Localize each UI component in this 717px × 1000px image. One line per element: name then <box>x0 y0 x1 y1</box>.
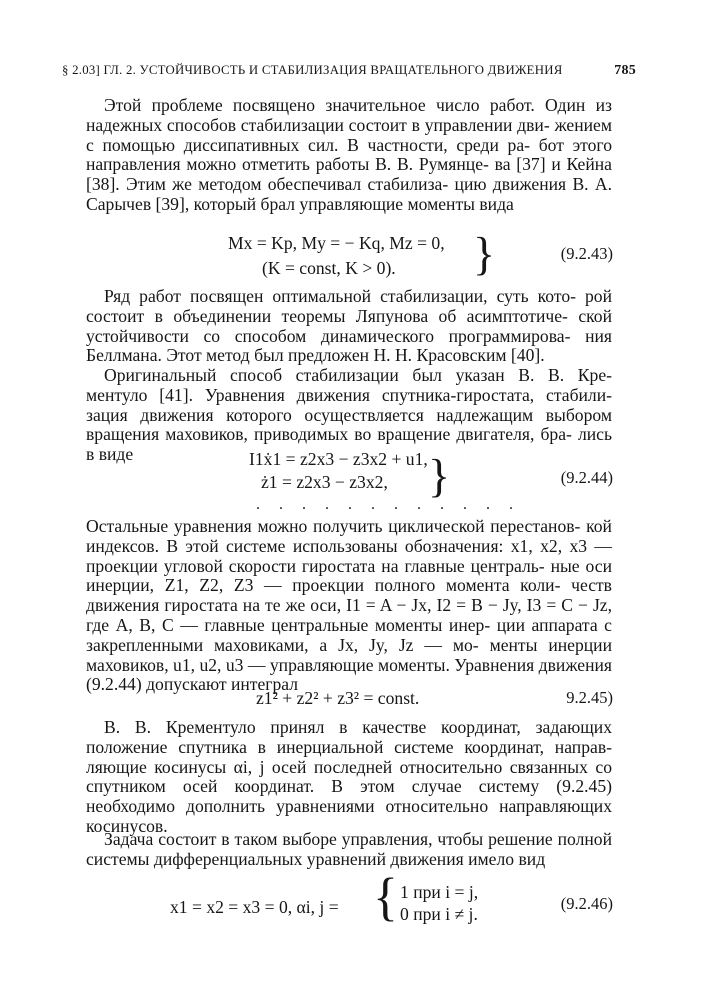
equation-9-2-45-number: 9.2.45) <box>566 688 613 707</box>
equation-9-2-43-number: (9.2.43) <box>560 244 613 263</box>
page-number: 785 <box>614 63 636 78</box>
equation-9-2-46-case-2: 0 при i ≠ j. <box>400 904 478 924</box>
paragraph-3: Оригинальный способ стабилизации был указан В. В. Кре- ментуло [41]. Уравнения движения спутника-гиростата, стабили- зация движения которого осуществляется надлежащим выбором вращения маховиков, приводимых во вращение двигателя, бра- лись в виде <box>86 365 612 465</box>
equation-9-2-43-line-1: Mx = Kp, My = − Kq, Mz = 0, <box>228 233 445 253</box>
equation-9-2-46-brace: { <box>373 868 398 927</box>
equation-9-2-45: z1² + z2² + z3² = const. <box>256 688 420 708</box>
paragraph-6: Задача состоит в таком выборе управления, чтобы решение полной системы дифференциальных уравнений движения имело вид <box>86 829 612 869</box>
equation-9-2-44-ellipsis: . . . . . . . . . . . . <box>256 496 521 513</box>
equation-9-2-46-case-1: 1 при i = j, <box>400 882 479 902</box>
paragraph-4: Остальные уравнения можно получить циклической перестанов- кой индексов. В этой системе использованы обозначения: x1, x2, x3 — проекции угловой скорости гиростата на главные централь- ные оси инерции, Z1, Z2, Z3 — проекции полного момента коли- честв движения гиростата на те же оси, I1 = A − Jx, I2 = B − Jy, I3 = C − Jz, где A, B, C — главные центральные моменты инер- ции аппарата с закрепленными маховиками, а Jx, Jy, Jz — мо- менты инерции маховиков, u1, u2, u3 — управляющие моменты. Уравнения движения (9.2.44) допускают интеграл <box>86 516 613 695</box>
equation-9-2-43-brace: } <box>473 227 496 280</box>
equation-9-2-44-line-2: ż1 = z2x3 − z3x2, <box>261 472 388 492</box>
equation-9-2-46-number: (9.2.46) <box>560 894 613 913</box>
paragraph-2: Ряд работ посвящен оптимальной стабилизации, суть кото- рой состоит в объединении теоремы Ляпунова об асимптотиче- ской устойчивости со способом динамического программирова- ния Беллмана. Этот метод был предложен Н. Н. Красовским [40]. <box>86 286 612 366</box>
running-header <box>62 63 636 78</box>
equation-9-2-44-brace: } <box>428 449 451 502</box>
equation-9-2-44-number: (9.2.44) <box>560 468 613 487</box>
paragraph-5: В. В. Крементуло принял в качестве координат, задающих положение спутника в инерциальной системе координат, направ- ляющие косинусы αi, j осей последней относительно связанных со спутником осей координат. В этом случае систему (9.2.45) необходимо дополнить уравнениями относительно направляющих косинусов. <box>86 717 612 836</box>
running-head: § 2.03] ГЛ. 2. УСТОЙЧИВОСТЬ И СТАБИЛИЗАЦИЯ ВРАЩАТЕЛЬНОГО ДВИЖЕНИЯ <box>62 63 563 77</box>
equation-9-2-46-lhs: x1 = x2 = x3 = 0, αi, j = <box>170 897 339 917</box>
paragraph-1: Этой проблеме посвящено значительное число работ. Один из надежных способов стабилизации состоит в управлении дви- жением с помощью диссипативных сил. В частности, среди ра- бот этого направления можно отметить работы В. В. Румянце- ва [37] и Кейна [38]. Этим же методом обеспечивал стабилиза- цию движения В. А. Сарычев [39], который брал управляющие моменты вида <box>86 95 612 214</box>
equation-9-2-43-line-2: (K = const, K > 0). <box>262 258 396 278</box>
equation-9-2-44-line-1: I1ẋ1 = z2x3 − z3x2 + u1, <box>249 449 428 469</box>
